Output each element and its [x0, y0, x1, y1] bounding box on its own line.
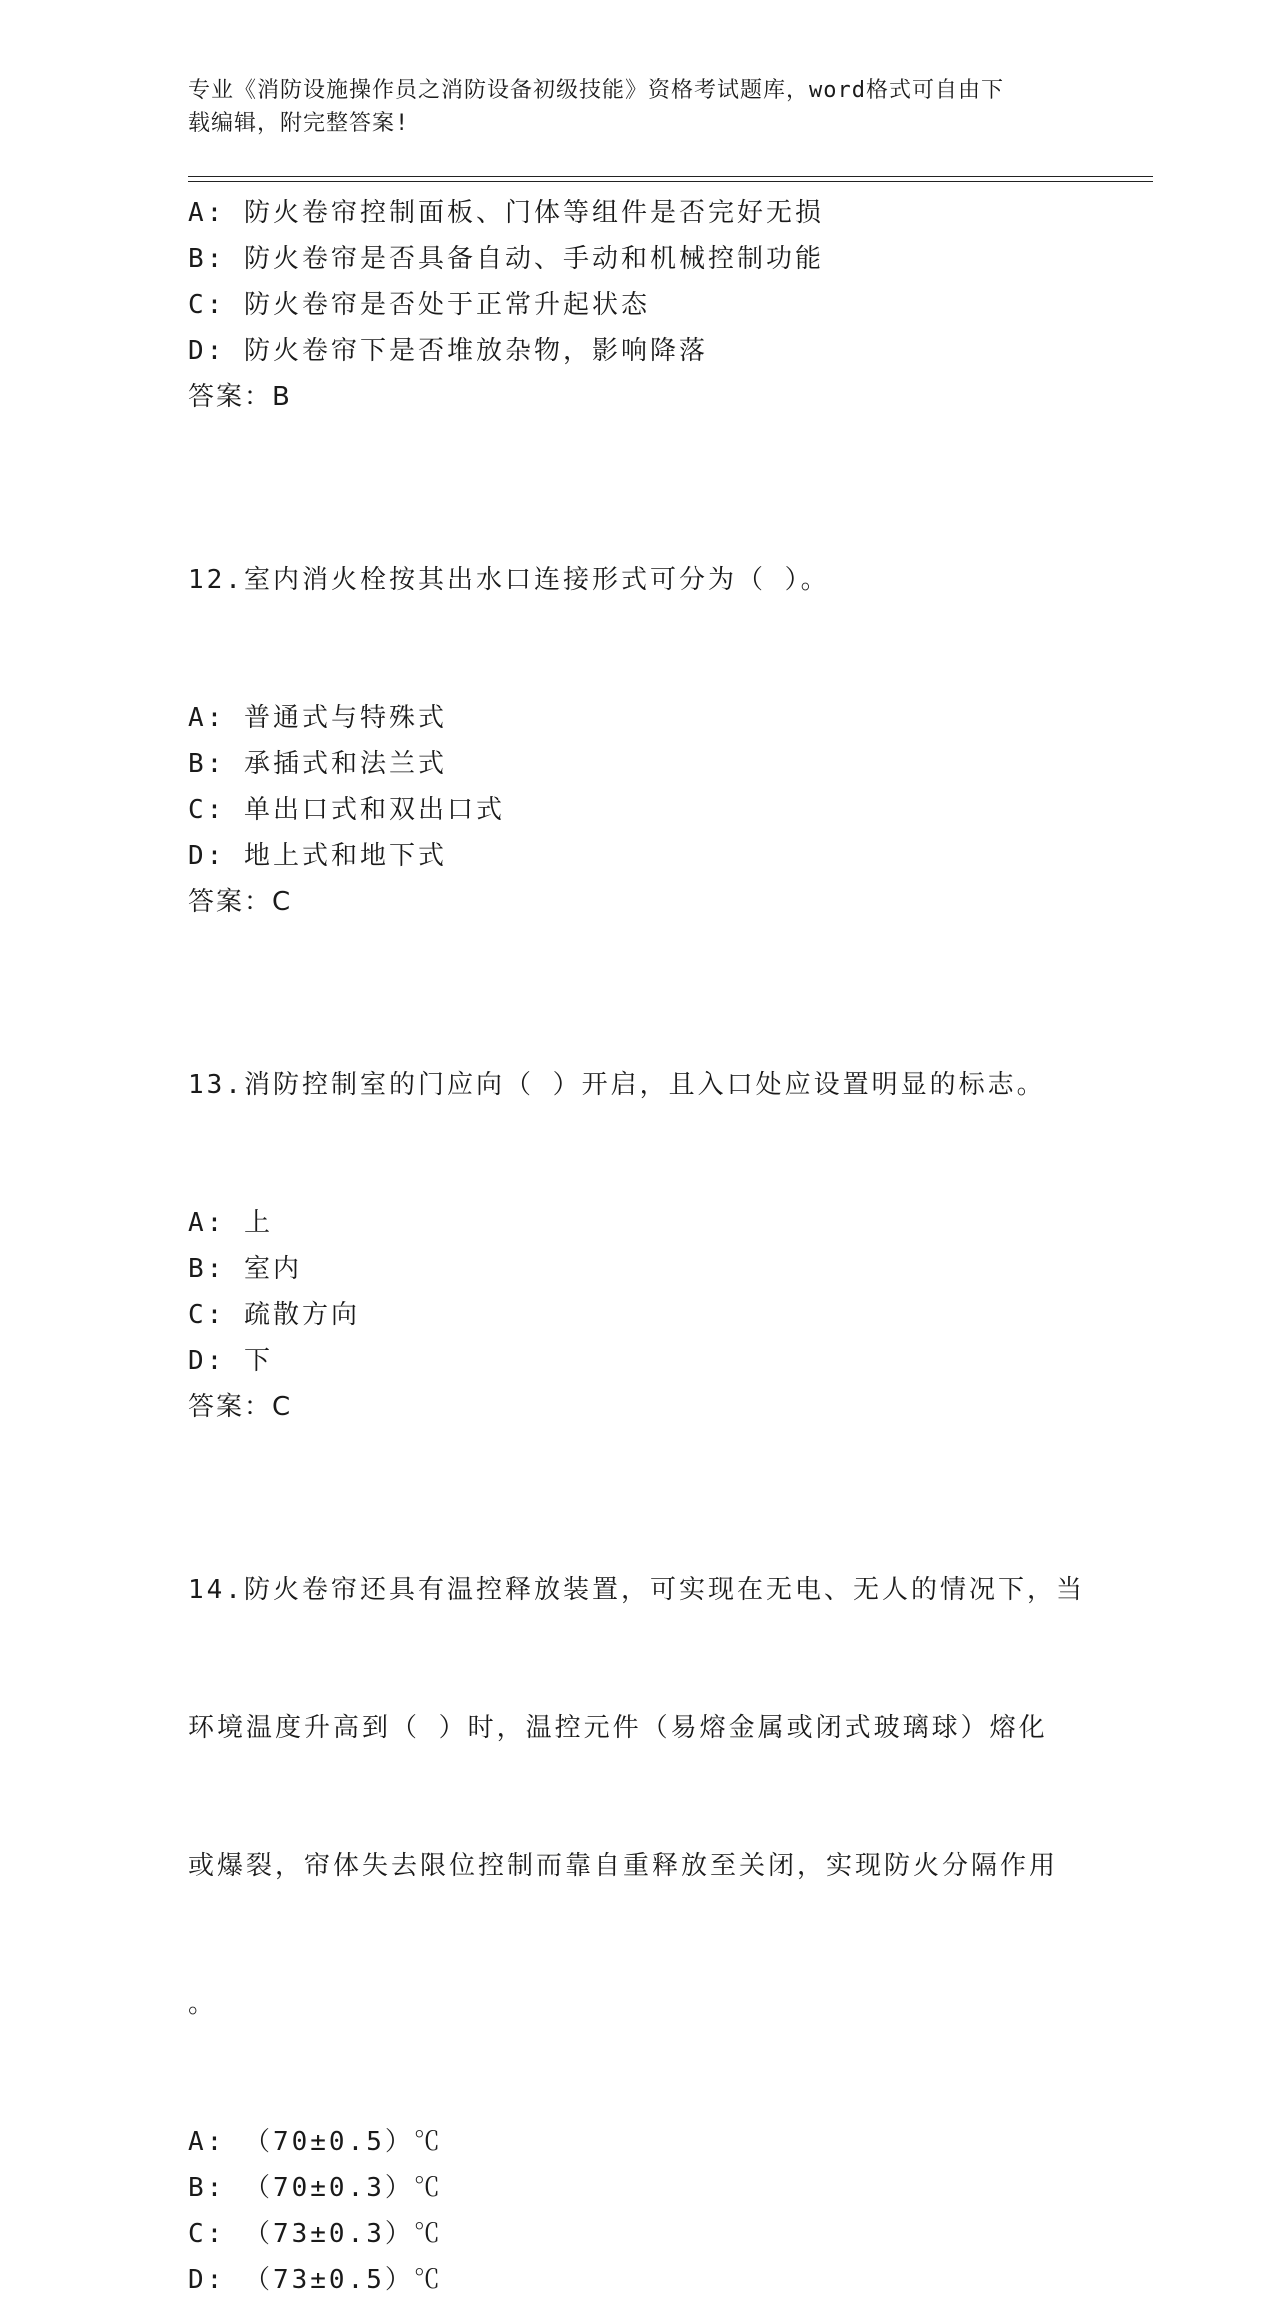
header-divider-top [188, 176, 1153, 177]
option-d: D: 地上式和地下式 [188, 841, 447, 871]
option-d: D: 下 [188, 1346, 273, 1376]
option-c: C: 防火卷帘是否处于正常升起状态 [188, 290, 650, 320]
option-b: B: 室内 [188, 1254, 302, 1284]
question-stem [188, 1475, 1085, 2119]
option-c: C: 单出口式和双出口式 [188, 795, 505, 825]
header-line-1: 专业《消防设施操作员之消防设备初级技能》资格考试题库，word格式可自由下 [188, 78, 1004, 103]
question-list [188, 190, 1088, 2303]
question-stem [188, 465, 1078, 695]
answer-line: 答案：C [188, 887, 293, 917]
answer-line: 答案：C [188, 1392, 293, 1422]
option-b: B: 防火卷帘是否具备自动、手动和机械控制功能 [188, 244, 824, 274]
option-c: C: 疏散方向 [188, 1300, 360, 1330]
question-stem-line: 。 [188, 1989, 218, 2019]
option-c: C: （73±0.3）℃ [188, 2219, 443, 2249]
question-stem-line: 13.消防控制室的门应向（ ）开启，且入口处应设置明显的标志。 [188, 1070, 1046, 1100]
question-13 [188, 970, 1088, 1430]
option-b: B: 承插式和法兰式 [188, 749, 447, 779]
header-line-2: 载编辑，附完整答案! [188, 111, 410, 136]
question-11 [188, 190, 1088, 420]
option-a: A: 上 [188, 1208, 273, 1238]
answer-line: 答案：B [188, 382, 292, 412]
question-stem-line: 或爆裂，帘体失去限位控制而靠自重释放至关闭，实现防火分隔作用 [188, 1851, 1059, 1881]
question-stem-line: 14.防火卷帘还具有温控释放装置，可实现在无电、无人的情况下，当 [188, 1575, 1085, 1605]
question-stem [188, 970, 1078, 1200]
question-stem-line: 12.室内消火栓按其出水口连接形式可分为（ ）。 [188, 565, 830, 595]
option-a: A: （70±0.5）℃ [188, 2127, 443, 2157]
question-12 [188, 465, 1088, 925]
option-d: D: （73±0.5）℃ [188, 2265, 443, 2295]
option-a: A: 防火卷帘控制面板、门体等组件是否完好无损 [188, 198, 824, 228]
document-header [188, 74, 1088, 140]
option-a: A: 普通式与特殊式 [188, 703, 447, 733]
option-d: D: 防火卷帘下是否堆放杂物，影响降落 [188, 336, 708, 366]
question-stem-line: 环境温度升高到（ ）时，温控元件（易熔金属或闭式玻璃球）熔化 [188, 1713, 1048, 1743]
option-b: B: （70±0.3）℃ [188, 2173, 443, 2203]
question-14 [188, 1475, 1088, 2303]
header-divider-bottom [188, 181, 1153, 182]
